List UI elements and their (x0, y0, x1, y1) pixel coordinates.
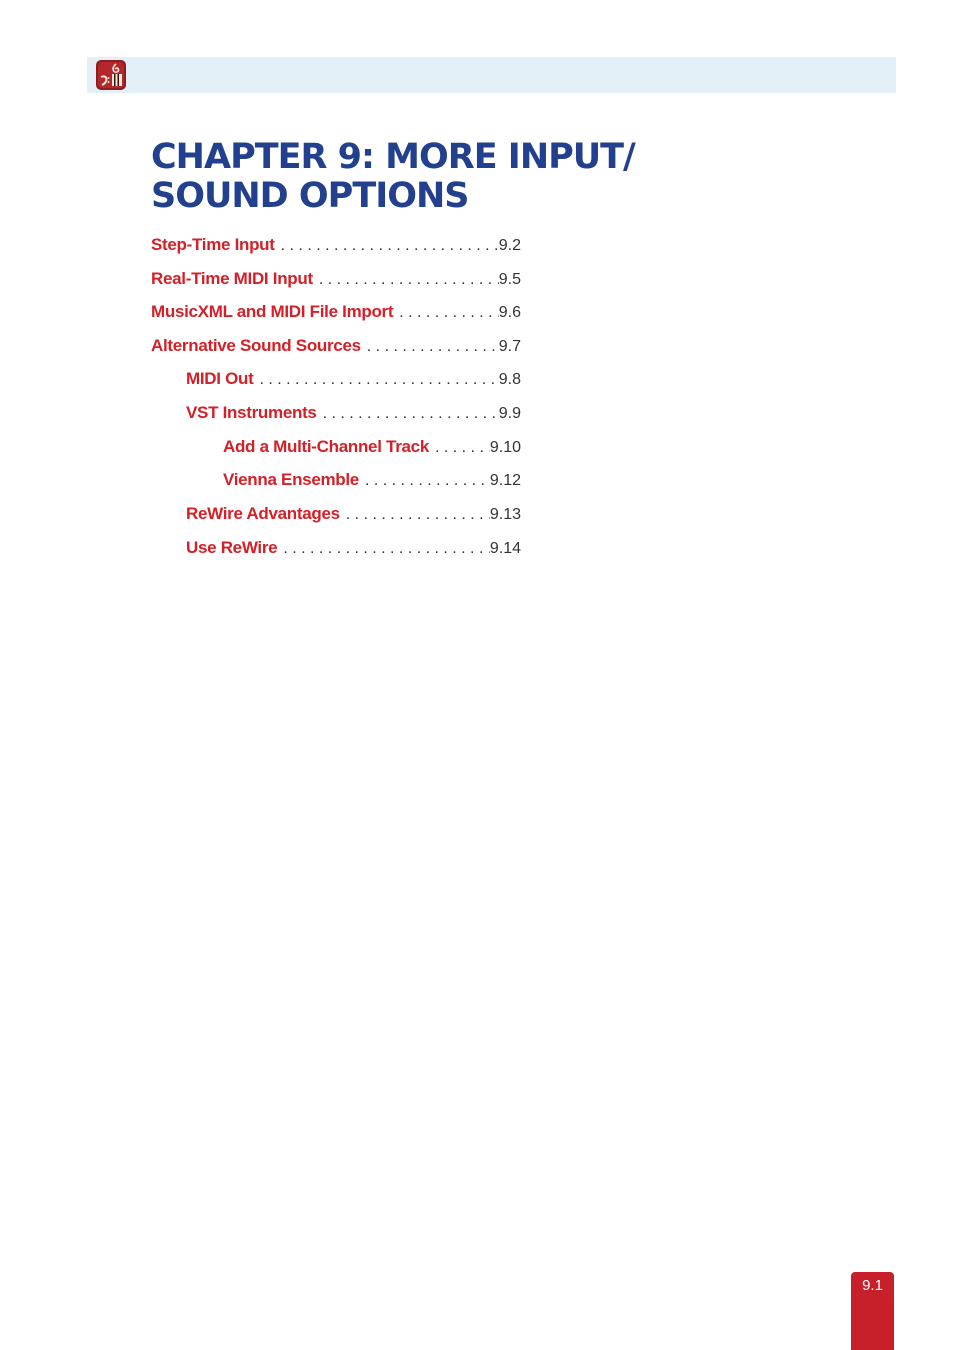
toc-entry-page: 9.8 (498, 371, 521, 388)
toc-entry-add-a-multi-channel-track[interactable] (223, 435, 521, 459)
toc-dot-leader (359, 469, 490, 493)
toc-entry-step-time-input[interactable] (151, 233, 521, 257)
toc-dot-leader (313, 268, 499, 292)
toc-entry-title[interactable]: Alternative Sound Sources (151, 336, 361, 355)
toc-entry-page: 9.13 (489, 506, 521, 523)
toc-dot-leader (361, 335, 499, 359)
toc-entry-page: 9.10 (489, 439, 521, 456)
toc-entry-vienna-ensemble[interactable] (223, 468, 521, 492)
toc-dot-leader (277, 537, 490, 561)
header-band (87, 57, 896, 93)
toc-entry-page: 9.2 (498, 237, 521, 254)
toc-dot-leader (253, 368, 498, 392)
toc-entry-title[interactable]: MIDI Out (186, 369, 254, 388)
toc-entry-page: 9.9 (498, 405, 521, 422)
toc-entry-rewire-advantages[interactable] (186, 502, 521, 526)
toc-entry-real-time-midi-input[interactable] (151, 267, 521, 291)
toc-entry-midi-out[interactable] (186, 367, 521, 391)
chapter-title-line-2: SOUND OPTIONS (151, 176, 469, 216)
toc-entry-alternative-sound-sources[interactable] (151, 334, 521, 358)
toc-entry-vst-instruments[interactable] (186, 401, 521, 425)
page-number-tab (851, 1272, 894, 1350)
toc-entry-page: 9.6 (498, 304, 521, 321)
toc-dot-leader (275, 234, 499, 258)
chapter-title-line-1: CHAPTER 9: MORE INPUT/ (151, 137, 635, 177)
toc-entry-title[interactable]: Use ReWire (186, 538, 278, 557)
page-number: 9.1 (862, 1277, 883, 1294)
toc-entry-title[interactable]: Vienna Ensemble (223, 470, 359, 489)
toc-entry-title[interactable]: Step-Time Input (151, 235, 275, 254)
finale-music-app-icon (96, 60, 126, 90)
toc-entry-title[interactable]: Add a Multi-Channel Track (223, 437, 429, 456)
toc-entry-page: 9.5 (498, 271, 521, 288)
toc-dot-leader (393, 301, 499, 325)
toc-entry-musicxml-and-midi-file-import[interactable] (151, 300, 521, 324)
toc-entry-title[interactable]: ReWire Advantages (186, 504, 340, 523)
toc-entry-use-rewire[interactable] (186, 536, 521, 560)
toc-entry-title[interactable]: Real-Time MIDI Input (151, 269, 313, 288)
toc-dot-leader (340, 503, 490, 527)
toc-entry-page: 9.7 (498, 338, 521, 355)
toc-entry-page: 9.14 (489, 540, 521, 557)
toc-entry-page: 9.12 (489, 472, 521, 489)
toc-entry-title[interactable]: MusicXML and MIDI File Import (151, 302, 394, 321)
toc-dot-leader (429, 436, 490, 460)
chapter-title (151, 138, 751, 216)
toc-entry-title[interactable]: VST Instruments (186, 403, 317, 422)
toc-dot-leader (317, 402, 499, 426)
